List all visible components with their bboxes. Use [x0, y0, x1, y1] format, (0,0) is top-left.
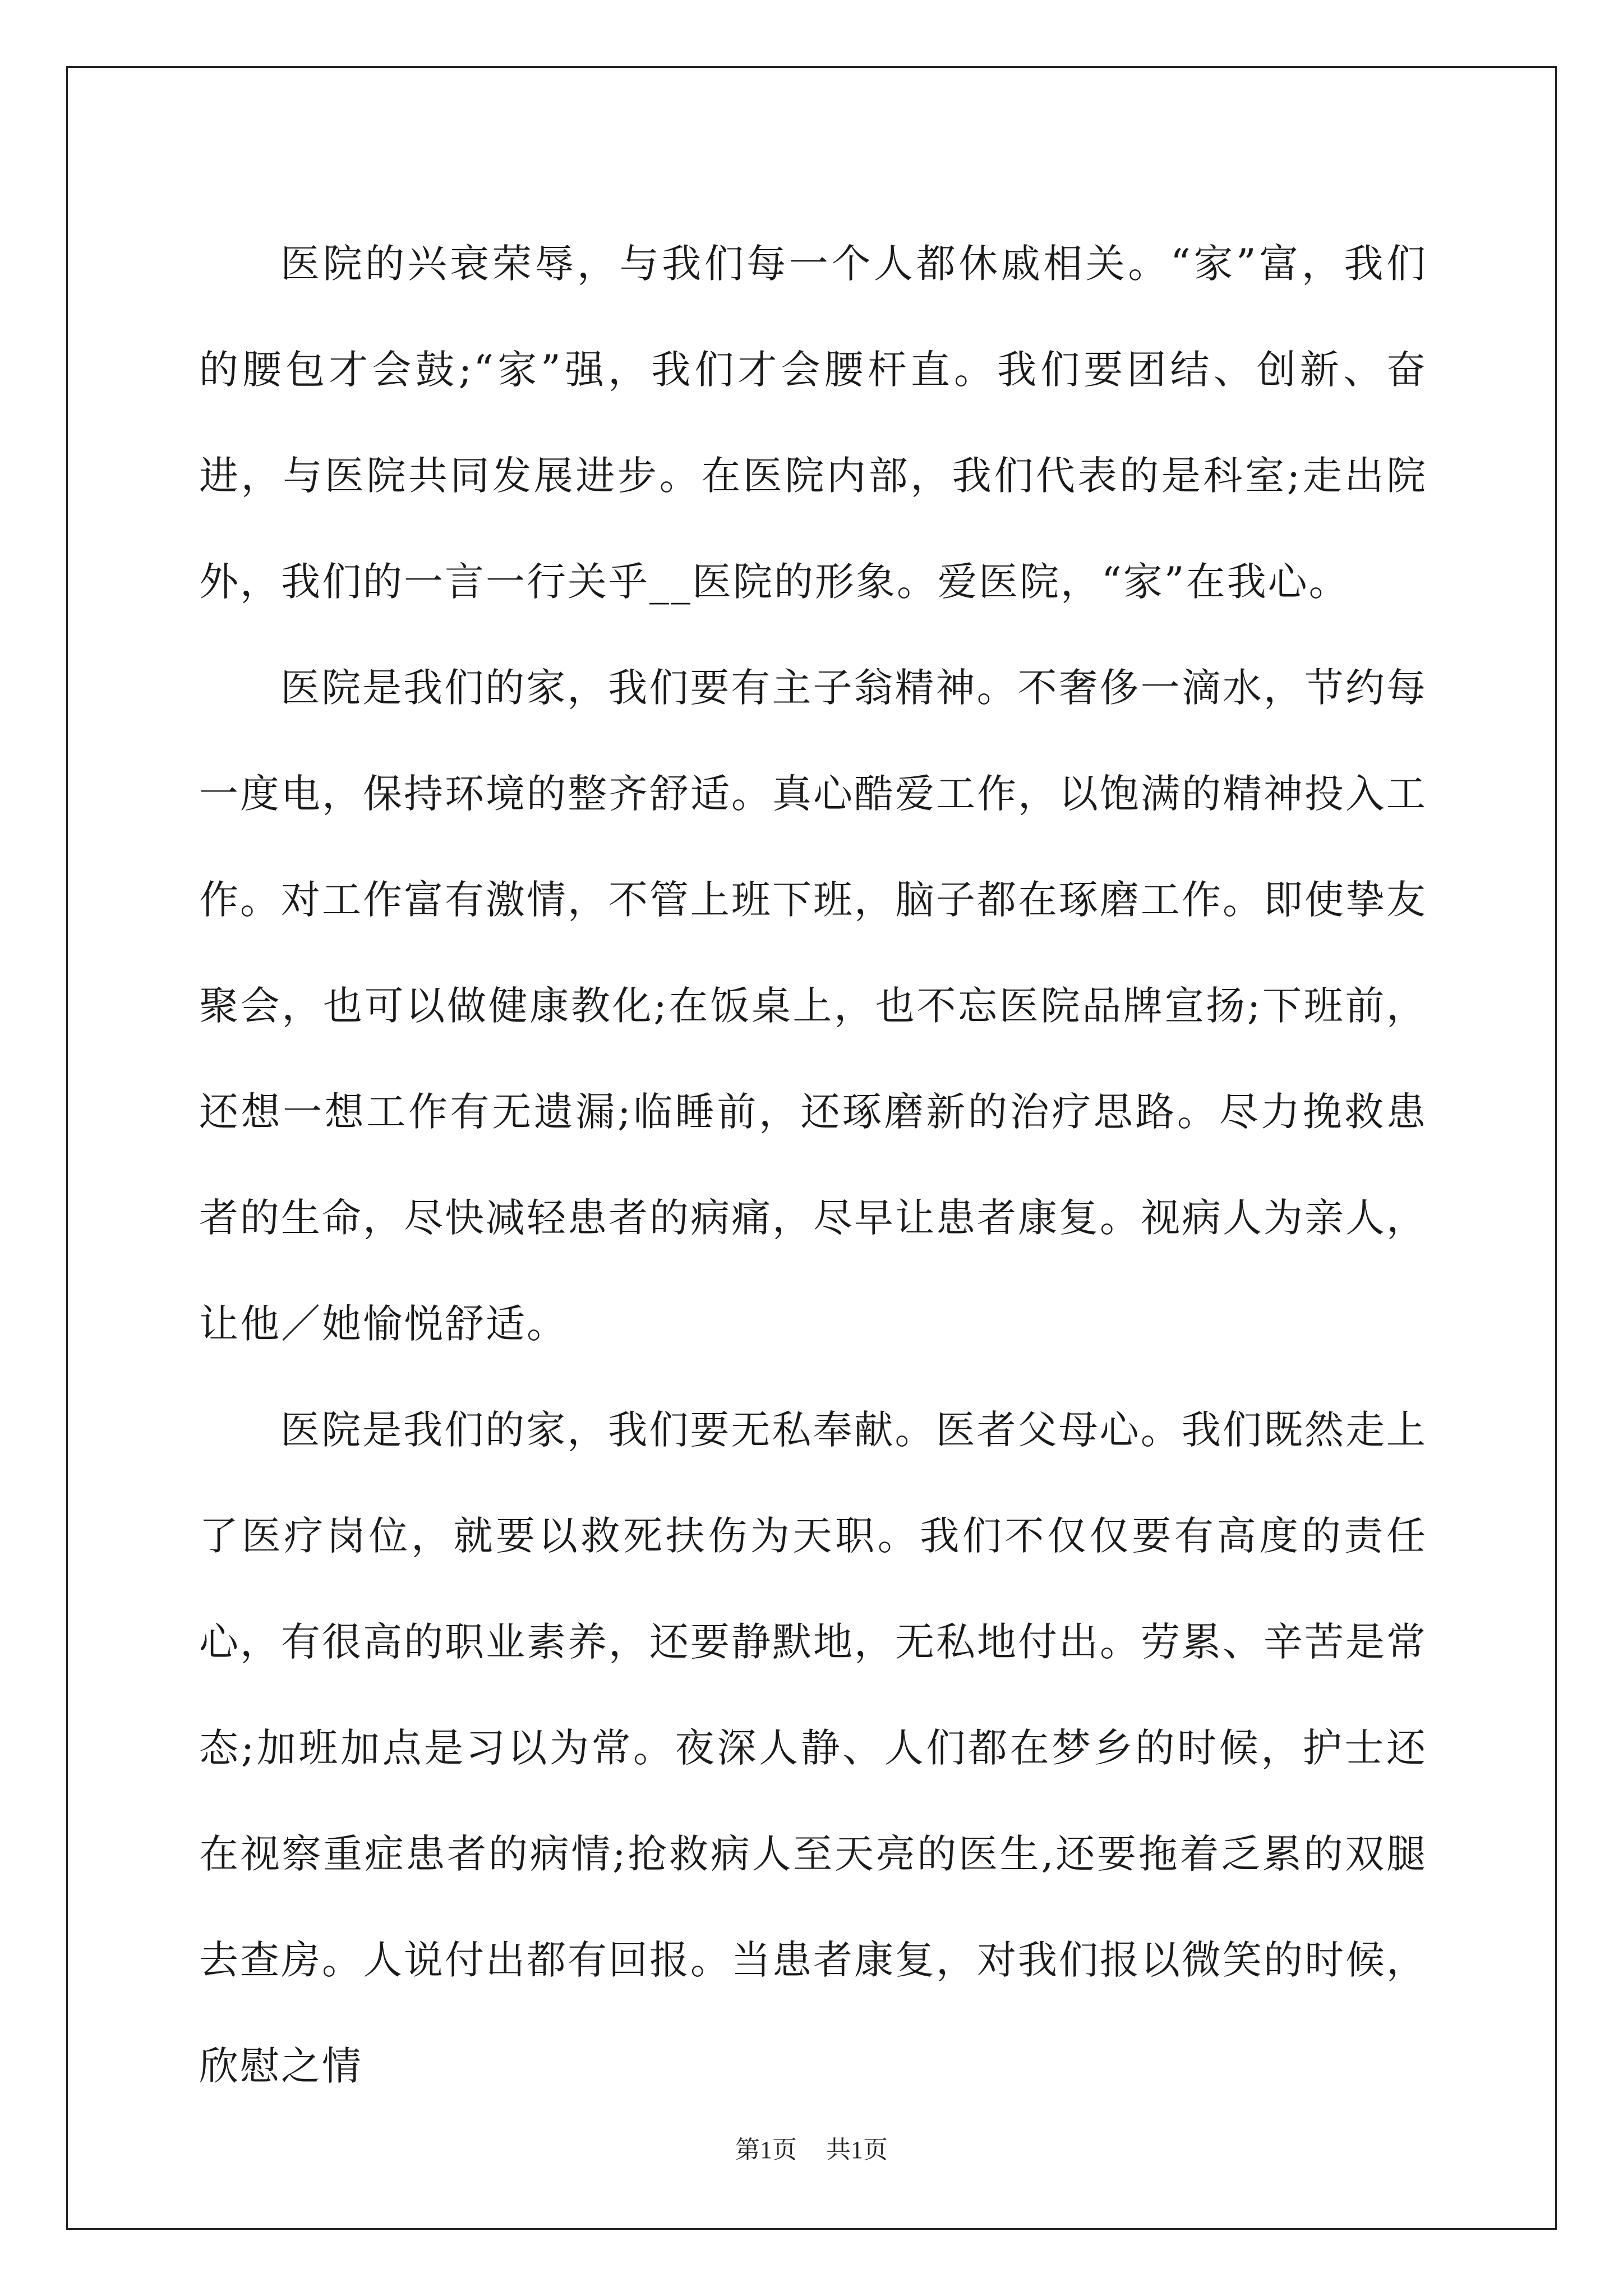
page-footer [0, 2129, 1623, 2165]
paragraph-3: 医院是我们的家，我们要无私奉献。医者父母心。我们既然走上了医疗岗位，就要以救死扶伤为天职。我们不仅仅要有高度的责任心，有很高的职业素养，还要静默地，无私地付出。劳累、辛苦是常态;加班加点是习以为常。夜深人静、人们都在梦乡的时候，护士还在视察重症患者的病情;抢救病人至天亮的医生,还要拖着乏累的双腿去查房。人说付出都有回报。当患者康复，对我们报以微笑的时候，欣慰之情 [199, 1407, 1427, 2089]
paragraph-2: 医院是我们的家，我们要有主子翁精神。不奢侈一滴水，节约每一度电，保持环境的整齐舒适。真心酷爱工作，以饱满的精神投入工作。对工作富有激情，不管上班下班，脑子都在琢磨工作。即使挚友聚会，也可以做健康教化;在饭桌上，也不忘医院品牌宣扬;下班前，还想一想工作有无遗漏;临睡前，还琢磨新的治疗思路。尽力挽救患者的生命，尽快减轻患者的病痛，尽早让患者康复。视病人为亲人，让他／她愉悦舒适。 [199, 665, 1427, 1347]
page-total: 共1页 [826, 2136, 888, 2164]
document-body [199, 211, 1427, 2119]
paragraph-1: 医院的兴衰荣辱，与我们每一个人都休戚相关。“家”富，我们的腰包才会鼓;“家”强，我们才会腰杆直。我们要团结、创新、奋进，与医院共同发展进步。在医院内部，我们代表的是科室;走出院外，我们的一言一行关乎__医院的形象。爱医院，“家”在我心。 [199, 241, 1427, 605]
page-number: 第1页 [735, 2136, 797, 2164]
